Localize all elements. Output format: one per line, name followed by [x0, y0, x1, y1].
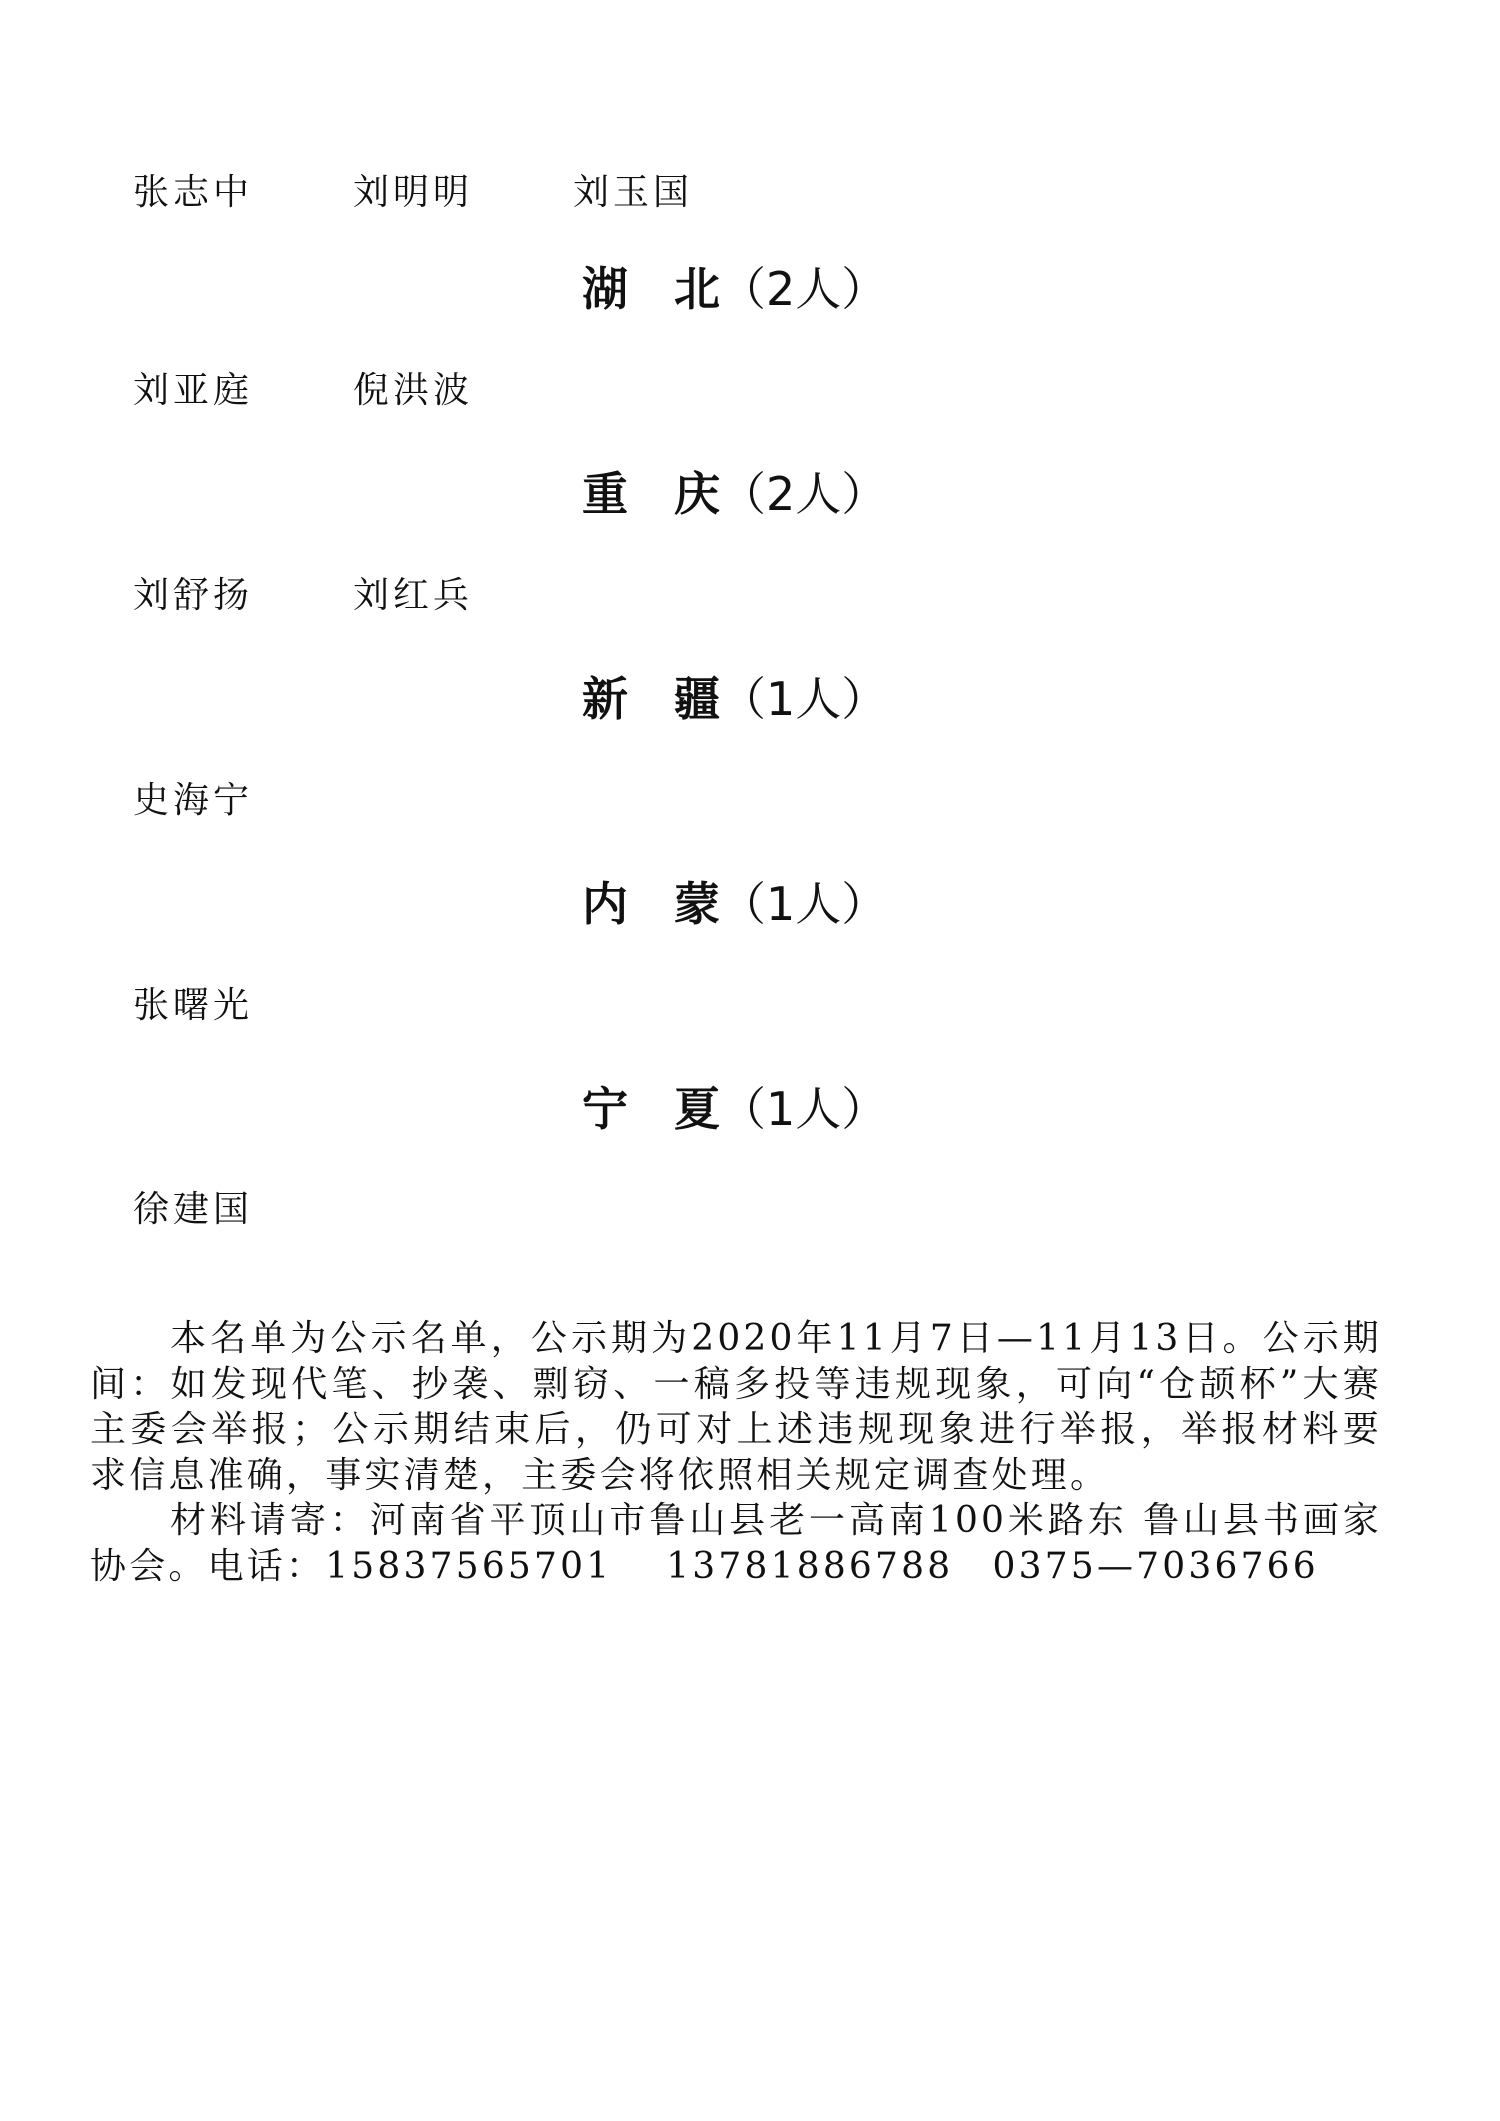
region-count: （1人）	[720, 877, 888, 931]
region-name: 重 庆	[582, 467, 720, 521]
winner-name: 刘红兵	[353, 575, 474, 616]
winner-name: 徐建国	[133, 1189, 254, 1230]
region-name: 宁 夏	[582, 1082, 720, 1136]
region-heading-ningxia	[582, 1082, 887, 1136]
winner-name: 刘玉国	[573, 172, 694, 213]
name-row	[0, 1188, 1500, 1232]
name-row	[0, 369, 1500, 413]
notice-paragraph-contact: 材料请寄：河南省平顶山市鲁山县老一高南100米路东 鲁山县书画家协会。电话：15837565701 13781886788 0375—7036766	[90, 1500, 1382, 1587]
name-row	[0, 574, 1500, 618]
winner-name: 张曙光	[133, 985, 254, 1026]
region-name: 新 疆	[582, 672, 720, 726]
winner-name: 刘亚庭	[133, 370, 254, 411]
region-heading-xinjiang	[582, 672, 887, 726]
name-row	[0, 779, 1500, 823]
winner-name: 倪洪波	[353, 370, 474, 411]
region-heading-hubei	[582, 262, 887, 316]
region-count: （2人）	[720, 467, 888, 521]
winner-name: 史海宁	[133, 780, 254, 821]
winner-name: 刘舒扬	[133, 575, 254, 616]
region-heading-neimeng	[582, 877, 887, 931]
winner-name: 张志中	[133, 172, 254, 213]
region-count: （1人）	[720, 1082, 888, 1136]
region-heading-chongqing	[582, 467, 887, 521]
region-count: （1人）	[720, 672, 888, 726]
region-name: 湖 北	[582, 262, 720, 316]
name-row	[0, 984, 1500, 1028]
public-notice	[90, 1316, 1382, 1589]
name-row	[0, 171, 1500, 215]
winner-name: 刘明明	[353, 172, 474, 213]
notice-paragraph-publicity: 本名单为公示名单，公示期为2020年11月7日—11月13日。公示期间：如发现代笔、抄袭、剽窃、一稿多投等违规现象，可向“仓颉杯”大赛主委会举报；公示期结束后，仍可对上述违规现象进行举报，举报材料要求信息准确，事实清楚，主委会将依照相关规定调查处理。	[90, 1318, 1382, 1496]
region-name: 内 蒙	[582, 877, 720, 931]
region-count: （2人）	[720, 262, 888, 316]
